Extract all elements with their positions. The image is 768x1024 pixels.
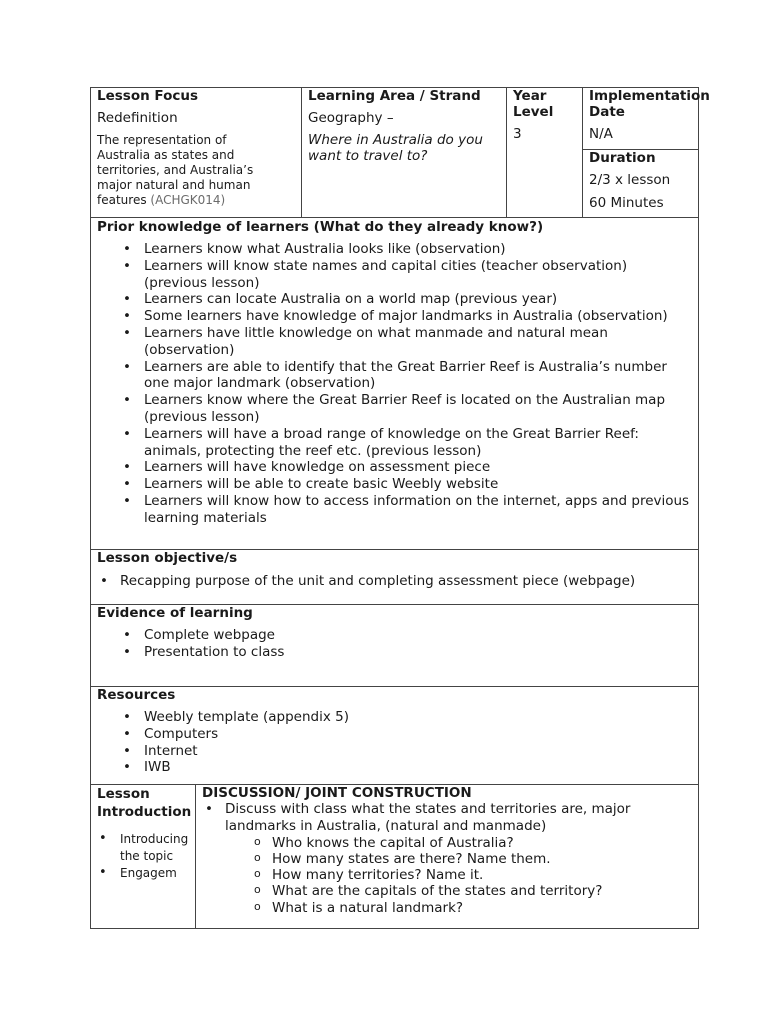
implementation-date-value: N/A [589,126,613,142]
lesson-focus-cell [91,88,302,218]
evidence-section [91,605,699,687]
evidence-list [97,627,692,661]
list-item: • Learners will know state names and capital cities (teacher observation) (previous lesson) [97,258,692,292]
implementation-date-cell [583,88,710,150]
evidence-title: Evidence of learning [97,605,253,621]
list-item: • Learners will be able to create basic Weebly website [97,476,692,493]
learning-area-cell [302,88,507,218]
year-level-cell [507,88,583,218]
duration-cell [583,150,699,218]
list-item: • Presentation to class [97,644,692,661]
list-item: • Discuss with class what the states and territories are, major landmarks in Australia, (natural and manmade) [202,801,692,835]
list-item: • Computers [97,726,692,743]
curriculum-code: (ACHGK014) [150,192,226,207]
list-item: • Learners know what Australia looks like (observation) [97,241,692,258]
list-item: • Learners are able to identify that the Great Barrier Reef is Australia’s number one major landmark (observation) [97,359,692,393]
list-item: • Learners will know how to access information on the internet, apps and previous learning materials [97,493,692,527]
list-item: o What is a natural landmark? [202,900,692,916]
list-item: • Weebly template (appendix 5) [97,709,692,726]
lesson-objectives-section [91,550,699,605]
lesson-focus-label: Lesson Focus [97,88,199,104]
discussion-title: DISCUSSION/ JOINT CONSTRUCTION [202,785,472,801]
list-item: • Complete webpage [97,627,692,644]
duration-value-minutes: 60 Minutes [589,194,664,211]
lesson-plan-document [90,87,710,929]
list-item: • Learners can locate Australia on a world map (previous year) [97,291,692,308]
list-item: • Introducing the topic [97,831,189,865]
lesson-objectives-title: Lesson objective/s [97,550,238,566]
list-item: o How many states are there? Name them. [202,851,692,867]
lesson-objectives-list [97,573,692,590]
lesson-plan-table [90,87,710,929]
lesson-focus-value: Redefinition [97,110,178,126]
prior-knowledge-list [97,241,692,527]
implementation-date-label: Implementation Date [589,88,710,120]
lesson-introduction-label: Lesson Introduction [97,786,192,820]
introduction-sub-list [97,831,189,881]
lesson-focus-description: The representation of Australia as states and territories, and Australia’s major natural and human features [97,132,254,207]
discussion-list [202,801,692,835]
lesson-introduction-label-cell [91,785,196,929]
duration-value-lessons: 2/3 x lesson [589,172,671,188]
list-item: o Who knows the capital of Australia? [202,835,692,851]
resources-section [91,687,699,785]
list-item: o What are the capitals of the states and territory? [202,883,692,899]
discussion-questions-list [202,835,692,916]
list-item: • Some learners have knowledge of major landmarks in Australia (observation) [97,308,692,325]
learning-area-value: Geography – [308,110,394,126]
list-item: • Internet [97,743,692,760]
list-item: o How many territories? Name it. [202,867,692,883]
prior-knowledge-section [91,218,699,550]
duration-label: Duration [589,150,656,166]
list-item: • Learners know where the Great Barrier Reef is located on the Australian map (previous lesson) [97,392,692,426]
list-item: • IWB [97,759,692,776]
list-item: • Learners have little knowledge on what manmade and natural mean (observation) [97,325,692,359]
list-item: • Learners will have a broad range of knowledge on the Great Barrier Reef: animals, protecting the reef etc. (previous lesson) [97,426,692,460]
prior-knowledge-title: Prior knowledge of learners (What do they already know?) [97,219,544,235]
resources-title: Resources [97,687,176,703]
discussion-cell [196,785,699,929]
learning-area-label: Learning Area / Strand [308,88,481,104]
list-item: • Recapping purpose of the unit and completing assessment piece (webpage) [97,573,692,590]
year-level-value: 3 [513,126,522,142]
list-item: • Learners will have knowledge on assessment piece [97,459,692,476]
learning-area-question: Where in Australia do you want to travel to? [308,131,483,164]
resources-list [97,709,692,776]
list-item: • Engagem [97,865,189,882]
year-level-label: Year Level [513,88,554,120]
